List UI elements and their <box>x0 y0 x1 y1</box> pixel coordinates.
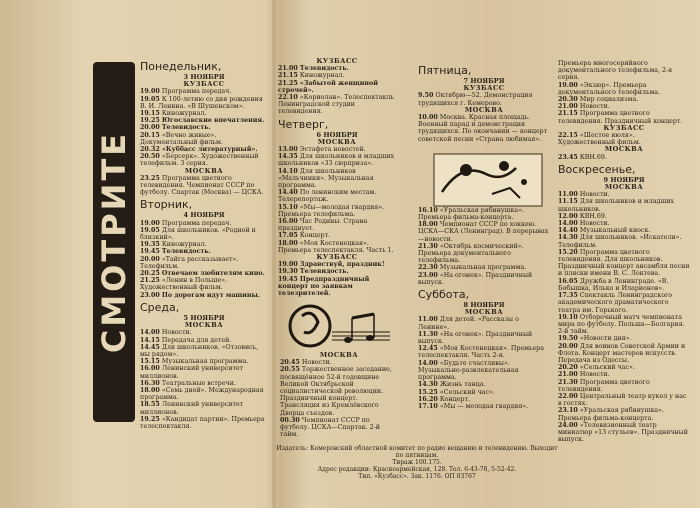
date-heading: 8 НОЯБРЯ <box>463 301 505 310</box>
program-time: 15.10 <box>278 203 300 211</box>
program-time: 16.05 <box>558 277 580 285</box>
channel-label: МОСКВА <box>319 351 359 359</box>
program-row <box>278 204 396 218</box>
program-time: 12.00 <box>558 212 580 220</box>
program-time: 20.00 <box>558 342 580 350</box>
program-time: 20.45 <box>280 359 302 367</box>
program-time: 23.25 <box>140 174 162 182</box>
program-time: 19.25 <box>140 415 162 423</box>
program-title: «Семь дней». Международная программа. <box>140 386 264 402</box>
program-time: 20.55 <box>280 366 302 374</box>
program-row <box>558 335 690 342</box>
column-thursday <box>278 58 396 297</box>
program-row <box>558 198 690 212</box>
program-row <box>278 80 396 94</box>
program-title: Программа цветного телевидения. Чемпионат СССР по футболу. Спартак (Москва) — ЦСКА. <box>140 174 264 197</box>
program-row <box>140 248 268 255</box>
program-title: Жизнь танца. <box>439 381 486 389</box>
program-row <box>278 218 396 232</box>
program-time: 18.00 <box>278 239 300 247</box>
program-title: «Кориолан». Телеспектакль Ленинградской студии телевидения. <box>278 94 394 116</box>
program-time: 19.10 <box>558 313 580 321</box>
program-row <box>418 243 550 265</box>
program-row <box>278 261 396 268</box>
program-title: Дружба в Ленинграде. «В. Бобышка, Илько и Иларионов». <box>558 277 669 292</box>
program-time: 20.25 <box>140 270 162 278</box>
day-heading: Суббота, <box>418 288 470 302</box>
program-row <box>140 220 268 227</box>
program-row <box>418 396 550 403</box>
program-row <box>278 65 396 72</box>
date-heading: 4 НОЯБРЯ <box>183 211 225 220</box>
program-title: Телевидость. <box>161 124 211 132</box>
program-title: Киножурнал. <box>161 110 207 118</box>
program-time: 17.35 <box>558 292 580 300</box>
program-row <box>140 401 268 415</box>
program-row <box>558 292 690 314</box>
program-row <box>558 60 690 82</box>
program-row <box>418 316 550 330</box>
program-time: 18.55 <box>140 401 162 409</box>
program-title: Для школьников «Мальчиики». Музыкальная программа. <box>278 167 374 190</box>
program-title: «Уральская рябинушка». Премьера фильма-концерта. <box>418 206 525 222</box>
program-row <box>140 175 268 197</box>
program-time: 23.00 <box>418 271 440 279</box>
program-time: 19.30 <box>278 268 300 276</box>
program-time: 19.15 <box>140 110 162 118</box>
program-title: Новости. <box>579 103 610 111</box>
program-title: Новости. <box>161 329 192 337</box>
program-title: Центральный театр кукол у нас в гостях. <box>558 392 687 408</box>
program-time: 23.45 <box>558 153 580 161</box>
program-title: Концерт. <box>439 395 471 403</box>
program-row <box>558 393 690 407</box>
program-time: 11.30 <box>418 330 440 338</box>
program-time: 13.00 <box>278 146 300 154</box>
program-title: Передача для детей. <box>161 336 232 344</box>
program-title: Для школьников. «Родной и близкий». <box>140 226 256 242</box>
program-time: 22.30 <box>418 264 440 272</box>
imprint-line-3: Адрес редакции: Красноармейская, 128. Тел. 6-43-78, 5-52-42. <box>317 466 517 473</box>
program-title: «Забытой женщиной строчей». <box>278 79 378 94</box>
program-time: 17.10 <box>418 402 440 410</box>
program-title: Премьера многосерийного документального телефильма, 2-я серия. <box>558 60 673 82</box>
program-title: «На огонек». Праздничный выпуск. <box>418 271 533 286</box>
program-row <box>278 94 396 116</box>
program-title: Мир социализма. <box>579 96 639 104</box>
program-time: 21.15 <box>558 110 580 118</box>
program-time: 11.00 <box>418 316 440 324</box>
program-title: Для школьников. «Отзовись, мы рядом». <box>140 343 259 358</box>
program-time: 11.15 <box>558 198 580 206</box>
program-time: 20.20 <box>558 364 580 372</box>
program-row <box>278 232 396 239</box>
program-time: 19.25 <box>140 117 162 125</box>
imprint <box>272 445 562 480</box>
program-time: 20.00 <box>140 124 162 132</box>
program-title: «Мы—молодая гвардия». Премьера телефильма. <box>278 203 385 218</box>
program-row <box>558 407 690 421</box>
program-row <box>558 220 690 227</box>
channel-label: КУЗБАСС <box>316 253 358 262</box>
program-title: Программа цветного телевидения. <box>558 378 650 393</box>
program-title: Программа цветного телевидения. Для школьников. Праздничный концерт ансамбля песни и пляски имени В. С. Локтева. <box>558 248 690 278</box>
day-heading: Понедельник, <box>140 60 222 73</box>
program-time: 22.10 <box>278 94 300 102</box>
channel-label: МОСКВА <box>317 137 357 146</box>
date-heading: 3 НОЯБРЯ <box>183 73 225 81</box>
channel-label: МОСКВА <box>184 321 224 330</box>
program-time: 9.50 <box>418 92 436 100</box>
program-title: Телевидость. <box>299 268 349 276</box>
program-time: 19.00 <box>140 219 162 227</box>
channel-label: МОСКВА <box>464 308 504 317</box>
banner-title: СМОТРИТЕ <box>95 130 133 354</box>
program-row <box>278 153 396 167</box>
program-row <box>280 366 398 416</box>
program-row <box>558 227 690 234</box>
program-time: 15.20 <box>558 248 580 256</box>
program-row <box>140 241 268 248</box>
banner-smotrite <box>93 62 135 422</box>
program-row <box>558 191 690 198</box>
program-row <box>558 371 690 378</box>
program-row <box>558 278 690 292</box>
program-row <box>140 153 268 167</box>
program-title: Для школьников и младших школьников «33 сюрприза». <box>278 153 395 168</box>
program-time: 20.50 <box>140 153 162 161</box>
program-title: «Телевизионный театр миниатюр «13 стульев». Праздничный выпуск. <box>558 421 688 444</box>
program-row <box>418 221 550 243</box>
day-heading: Пятница, <box>418 64 472 77</box>
column-thursday-bottom <box>280 352 398 438</box>
program-row <box>278 276 396 298</box>
program-row <box>140 146 268 153</box>
program-row <box>140 358 268 365</box>
program-title: Концерт. <box>299 232 331 240</box>
program-title: По дорогам идут машины. <box>161 291 260 299</box>
program-row <box>418 345 550 359</box>
page-fold <box>272 0 276 508</box>
program-time: 21.00 <box>558 371 580 379</box>
program-row <box>140 88 268 95</box>
program-title: Новости. <box>579 220 610 228</box>
program-title: Москва. Красная площадь. Военный парад и демонстрация трудящихся. По окончании — концерт советской песни «Страна любимая». <box>418 114 548 143</box>
program-title: Отвечаем любителям кино. <box>161 270 265 278</box>
program-time: 23.00 <box>140 291 162 299</box>
program-title: Программа передач. <box>161 88 232 96</box>
program-title: Чемпионат СССР по футболу. ЦСКА—Спартак. 2-й тайм. <box>280 416 380 439</box>
program-time: 14.35 <box>278 153 300 161</box>
program-title: Программа цветного телевидения. Праздничный концерт. <box>558 110 683 125</box>
program-row <box>278 268 396 275</box>
program-time: 12.45 <box>418 345 440 353</box>
program-title: К 100-летию со дня рождения В. И. Ленина. «В Шушенском». <box>140 95 263 110</box>
program-time: 21.25 <box>140 277 162 285</box>
program-time: 19.35 <box>140 241 162 249</box>
program-time: 19.00 <box>140 88 162 96</box>
program-time: 24.00 <box>558 421 580 429</box>
day-heading: Вторник, <box>140 198 193 212</box>
program-title: «Моя Костенецкая». Премьера телеспектакля. Часть 1. <box>278 239 394 254</box>
program-row <box>140 270 268 277</box>
program-time: 10.00 <box>418 114 440 122</box>
program-time: 20.32 <box>140 146 162 154</box>
program-time: 16.20 <box>418 395 440 403</box>
program-time: 14.30 <box>558 234 580 242</box>
program-row <box>140 292 268 299</box>
column-monday-wednesday <box>140 58 268 430</box>
program-row <box>140 277 268 291</box>
program-row <box>558 154 690 161</box>
program-row <box>418 381 550 388</box>
program-time: 20.00 <box>140 255 162 263</box>
channel-label: КУЗБАСС <box>316 57 358 65</box>
program-title: Спектакль Ленинградского академического драматического театра им. Горького. <box>558 292 673 314</box>
program-time: 14.40 <box>558 227 580 235</box>
program-title: «Кандидат партии». Премьера телеспектакля. <box>140 415 265 430</box>
program-time: 21.00 <box>558 103 580 111</box>
program-row <box>140 365 268 379</box>
program-title: Октябрю—52. Демонстрация трудящихся г. Кемерово. <box>418 92 533 107</box>
imprint-line-2: Тираж 100.175. <box>392 459 442 466</box>
program-title: Отборочный матч чемпионата мира по футболу. Польша—Болгария. 2-й тайм. <box>558 313 685 336</box>
music-illustration <box>282 302 394 354</box>
program-row <box>558 110 690 124</box>
program-time: 22.00 <box>558 392 580 400</box>
program-time: 14.00 <box>418 359 440 367</box>
program-time: 14.40 <box>278 189 300 197</box>
program-title: «Шестое июля». Художественный фильм. <box>558 132 641 147</box>
program-time: 20.30 <box>558 96 580 104</box>
channel-label: КУЗБАСС <box>183 80 225 89</box>
program-row <box>140 96 268 110</box>
day-heading: Среда, <box>140 300 180 314</box>
program-row <box>278 189 396 203</box>
program-title: Музыкальная программа. <box>439 264 527 272</box>
program-row <box>140 124 268 131</box>
program-title: «Куббасс литературный». <box>161 146 258 154</box>
channel-label: МОСКВА <box>464 105 504 114</box>
program-time: 18.00 <box>140 386 162 394</box>
day-heading: Четверг, <box>278 117 329 131</box>
program-time: 14.00 <box>140 329 162 337</box>
date-heading: 6 НОЯБРЯ <box>316 130 358 139</box>
program-time: 20.15 <box>140 131 162 139</box>
hockey-illustration <box>432 152 544 208</box>
program-time: 18.00 <box>418 221 440 229</box>
program-title: Для детей. «Рассказы о Ленине». <box>418 316 519 331</box>
program-title: «Вечно живые». Документальный фильм. <box>140 131 223 146</box>
program-row <box>140 329 268 336</box>
program-row <box>558 314 690 336</box>
program-time: 22.15 <box>558 132 580 140</box>
program-time: 16.10 <box>418 206 440 214</box>
program-time: 19.00 <box>278 261 300 269</box>
program-title: Новости. <box>579 191 610 199</box>
program-title: Предпраздничный концерт по заявкам телезрителей. <box>278 275 370 298</box>
program-title: «Берсерк». Художественный телефильм. 3 серия. <box>140 153 259 168</box>
program-row <box>418 272 550 286</box>
program-time: 17.05 <box>278 232 300 240</box>
program-time: 14.45 <box>140 343 162 351</box>
program-row <box>558 364 690 371</box>
program-row <box>558 343 690 365</box>
imprint-line-1: Издатель: Кемеровский областной комитет по радио вещанию и телевидению. Выходит по пятницам. <box>276 445 558 459</box>
program-row <box>278 240 396 254</box>
date-heading: 7 НОЯБРЯ <box>463 77 505 85</box>
program-row <box>140 380 268 387</box>
program-title: «Новости дня». <box>579 335 632 343</box>
program-title: Программа передач. <box>161 219 232 227</box>
program-row <box>558 103 690 110</box>
program-time: 15.15 <box>140 358 162 366</box>
program-title: Киножурнал. <box>299 72 345 80</box>
program-row <box>140 344 268 358</box>
program-time: 19.45 <box>140 248 162 256</box>
program-row <box>558 422 690 444</box>
program-row <box>278 168 396 190</box>
program-title: Чемпионат СССР по хоккею. ЦСКА—СКА (Ленинград). В перерывах—новости. <box>418 221 549 243</box>
program-title: «Ленин в Польше». Художественный фильм. <box>140 277 228 292</box>
program-time: 21.00 <box>278 65 300 73</box>
program-row <box>418 331 550 345</box>
program-time: 15.25 <box>418 388 440 396</box>
program-title: «Сельский час». <box>579 364 635 372</box>
program-time: 19.05 <box>140 226 162 234</box>
program-title: Для воинов Советской Армии и Флота. Концерт мастеров искусств. Передача из Одессы. <box>558 342 686 364</box>
program-title: Для школьников. «Искатели». Телефильм. <box>558 234 682 249</box>
program-title: По ленинским местам. Телерепортаж. <box>278 189 377 204</box>
program-time: 21.30 <box>558 378 580 386</box>
imprint-line-4: Тип. «Кузбасс». Зак. 1176. ОП 03767 <box>358 473 476 480</box>
program-row <box>418 92 550 106</box>
program-row <box>418 389 550 396</box>
program-title: Торжественное заседание, посвящённое 52-й годовщине Великой Октябрьской социалистической революции. Праздничный концерт. Трансляция из Кремлёвского Дворца съездов. <box>280 366 392 417</box>
program-time: 16.30 <box>140 379 162 387</box>
program-title: «Экзюр». Премьера документального телефильма. <box>558 81 661 96</box>
program-row <box>278 146 396 153</box>
column-sunday <box>558 60 690 443</box>
date-heading: 5 НОЯБРЯ <box>183 313 225 322</box>
program-time: 19.45 <box>278 275 300 283</box>
program-row <box>558 234 690 248</box>
program-row <box>558 249 690 278</box>
program-time: 14.10 <box>278 167 300 175</box>
program-time: 19.05 <box>140 95 162 103</box>
program-row <box>140 117 268 124</box>
program-title: «Октябрь космический». Премьера документального телефильма. <box>418 242 524 265</box>
channel-label: МОСКВА <box>184 166 224 175</box>
program-time: 14.15 <box>140 336 162 344</box>
day-heading: Воскресенье, <box>558 162 636 176</box>
program-title: «Мы — молодая гвардия». <box>439 402 529 410</box>
program-title: «Тайга рассказывает». Телефильм. <box>140 255 239 270</box>
program-row <box>558 213 690 220</box>
program-time: 16.00 <box>140 365 162 373</box>
channel-label: КУЗБАСС <box>463 84 505 93</box>
program-title: Ленинский университет миллионов. <box>140 401 244 416</box>
program-time: 19.00 <box>558 81 580 89</box>
program-title: Ленинский университет миллионов. <box>140 365 244 380</box>
program-time: 11.00 <box>558 191 580 199</box>
program-title: Телевидость. <box>161 248 211 256</box>
program-row <box>140 132 268 146</box>
program-row <box>418 403 550 410</box>
program-title: КВН.69. <box>579 212 607 220</box>
program-title: «Уральская рябинушка». Премьера фильма-концерта. <box>558 407 665 422</box>
program-title: Музыкальная программа. <box>161 358 249 366</box>
program-row <box>418 360 550 382</box>
date-heading: 9 НОЯБРЯ <box>603 175 645 184</box>
program-time: 14.00 <box>558 220 580 228</box>
program-row <box>140 227 268 241</box>
program-title: «Сельский час». <box>439 388 495 396</box>
program-row <box>140 110 268 117</box>
program-time: 00.30 <box>280 416 302 424</box>
program-title: Театральные встречи. <box>161 379 236 387</box>
program-time: 21.15 <box>278 72 300 80</box>
program-title: Для школьников и младших школьников. <box>558 198 675 213</box>
program-time: 21.30 <box>418 242 440 250</box>
program-title: Югославские впечатления. <box>161 117 265 125</box>
program-title: Час Родины. Страна празднует. <box>278 218 368 233</box>
program-row <box>140 337 268 344</box>
program-row <box>418 264 550 271</box>
program-time: 16.00 <box>278 218 300 226</box>
program-row <box>278 72 396 79</box>
program-time: 19.50 <box>558 335 580 343</box>
program-title: Киножурнал. <box>161 241 207 249</box>
program-row <box>558 379 690 393</box>
program-row <box>558 132 690 146</box>
program-row <box>418 207 550 221</box>
channel-label: МОСКВА <box>604 183 644 192</box>
program-time: 23.10 <box>558 407 580 415</box>
program-title: «Моя Костенецкая». Премьера телеспектакля. Часть 2-я. <box>418 345 544 360</box>
program-title: Телевидость. <box>299 65 349 73</box>
program-row <box>558 96 690 103</box>
channel-label: КУЗБАСС <box>603 123 645 132</box>
channel-label: МОСКВА <box>604 145 644 154</box>
program-row <box>418 114 550 143</box>
program-time: 14.30 <box>418 381 440 389</box>
program-row <box>140 387 268 401</box>
program-title: Новости. <box>579 371 610 379</box>
program-row <box>140 416 268 430</box>
program-title: Эстафета новостей. <box>299 146 366 154</box>
program-row <box>140 256 268 270</box>
program-time: 21.25 <box>278 79 300 87</box>
program-title: «На огонек». Праздничный выпуск. <box>418 330 533 346</box>
program-row <box>280 417 398 439</box>
program-row <box>558 82 690 96</box>
program-title: «Будьте счастливы». Музыкально-развлекательная программа. <box>418 359 519 382</box>
program-title: Музыкальный киоск. <box>579 227 651 235</box>
program-title: Здравствуй, праздник! <box>299 261 385 269</box>
column-friday-saturday <box>418 62 550 410</box>
program-title: Новости. <box>301 359 332 367</box>
program-row <box>280 359 398 366</box>
program-title: КВН.69. <box>579 153 607 161</box>
